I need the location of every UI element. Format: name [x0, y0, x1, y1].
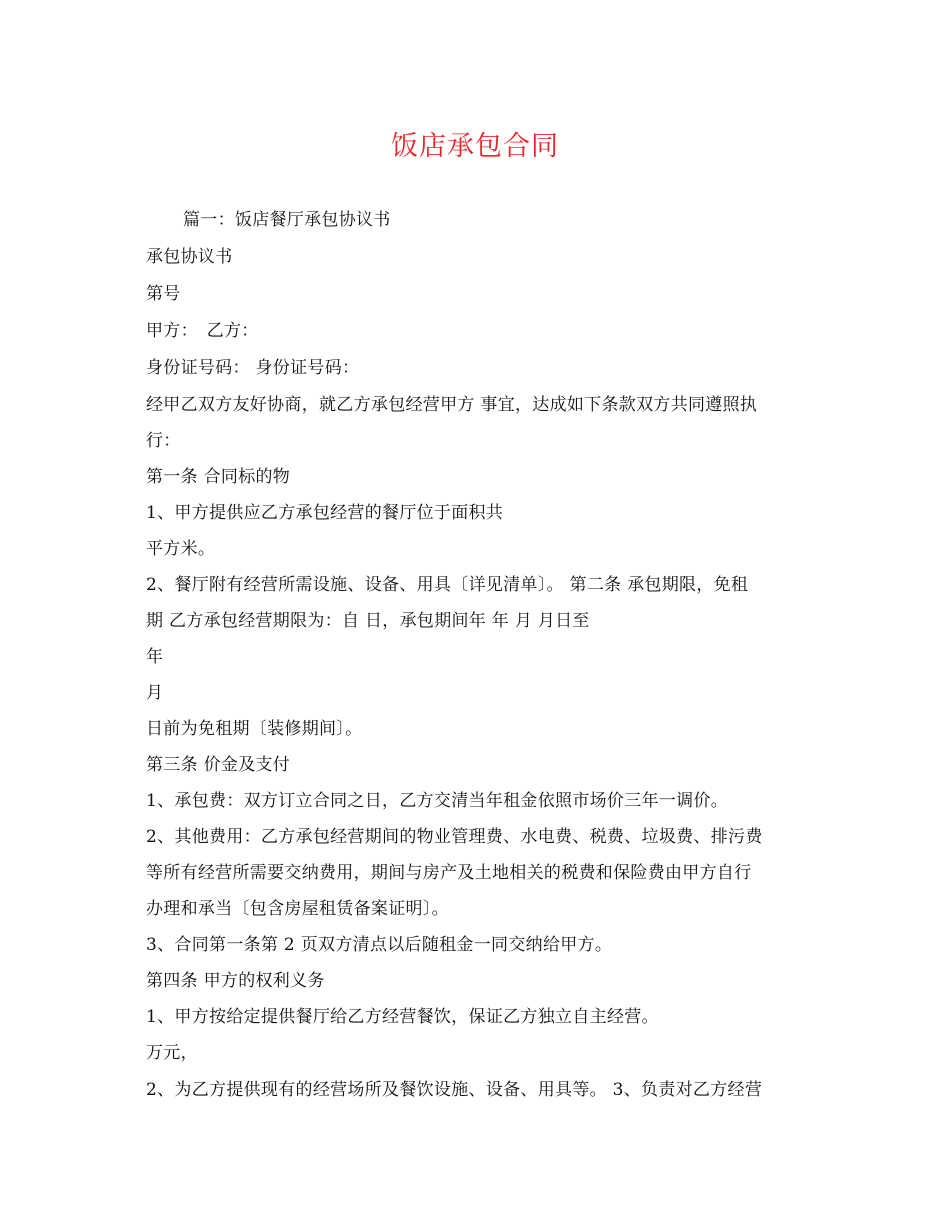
text-line: 甲方： 乙方：: [146, 321, 259, 341]
text-line: 万元，: [146, 1043, 198, 1063]
text-line: 期 乙方承包经营期限为：自 日，承包期间年 年 月 月日至: [146, 611, 590, 631]
text-line: 3、合同第一条第 2 页双方清点以后随租金一同交纳给甲方。: [146, 935, 613, 955]
text-line: 经甲乙双方友好协商，就乙方承包经营甲方 事宜，达成如下条款双方共同遵照执: [146, 395, 758, 415]
text-line: 2、为乙方提供现有的经营场所及餐饮设施、设备、用具等。 3、负责对乙方经营: [146, 1080, 763, 1100]
text-line: 日前为免租期〔装修期间〕。: [146, 719, 363, 739]
text-line: 1、承包费：双方订立合同之日，乙方交清当年租金依照市场价三年一调价。: [146, 791, 729, 811]
text-line: 办理和承当〔包含房屋租赁备案证明〕。: [146, 899, 449, 919]
article-heading: 第四条 甲方的权利义务: [146, 971, 325, 991]
article-heading: 第一条 合同标的物: [146, 467, 291, 487]
text-line: 身份证号码： 身份证号码：: [146, 358, 360, 378]
text-line: 1、甲方提供应乙方承包经营的餐厅位于面积共: [146, 503, 504, 523]
text-line: 等所有经营所需要交纳费用，期间与房产及土地相关的税费和保险费由甲方自行: [146, 863, 752, 883]
document-title: 饭店承包合同: [391, 131, 559, 162]
text-line: 承包协议书: [146, 247, 233, 267]
text-line: 月: [146, 683, 164, 703]
text-line: 行：: [146, 431, 181, 451]
text-line: 第号: [146, 284, 181, 304]
text-line: 年: [146, 647, 164, 667]
text-line: 1、甲方按给定提供餐厅给乙方经营餐饮，保证乙方独立自主经营。: [146, 1007, 659, 1027]
text-line: 2、餐厅附有经营所需设施、设备、用具〔详见清单〕。 第二条 承包期限，免租: [146, 575, 749, 595]
article-heading: 第三条 价金及支付: [146, 755, 291, 775]
section-heading: 篇一：饭店餐厅承包协议书: [183, 210, 391, 230]
text-line: 2、其他费用：乙方承包经营期间的物业管理费、水电费、税费、垃圾费、排污费: [146, 827, 763, 847]
text-line: 平方米。: [146, 539, 216, 559]
